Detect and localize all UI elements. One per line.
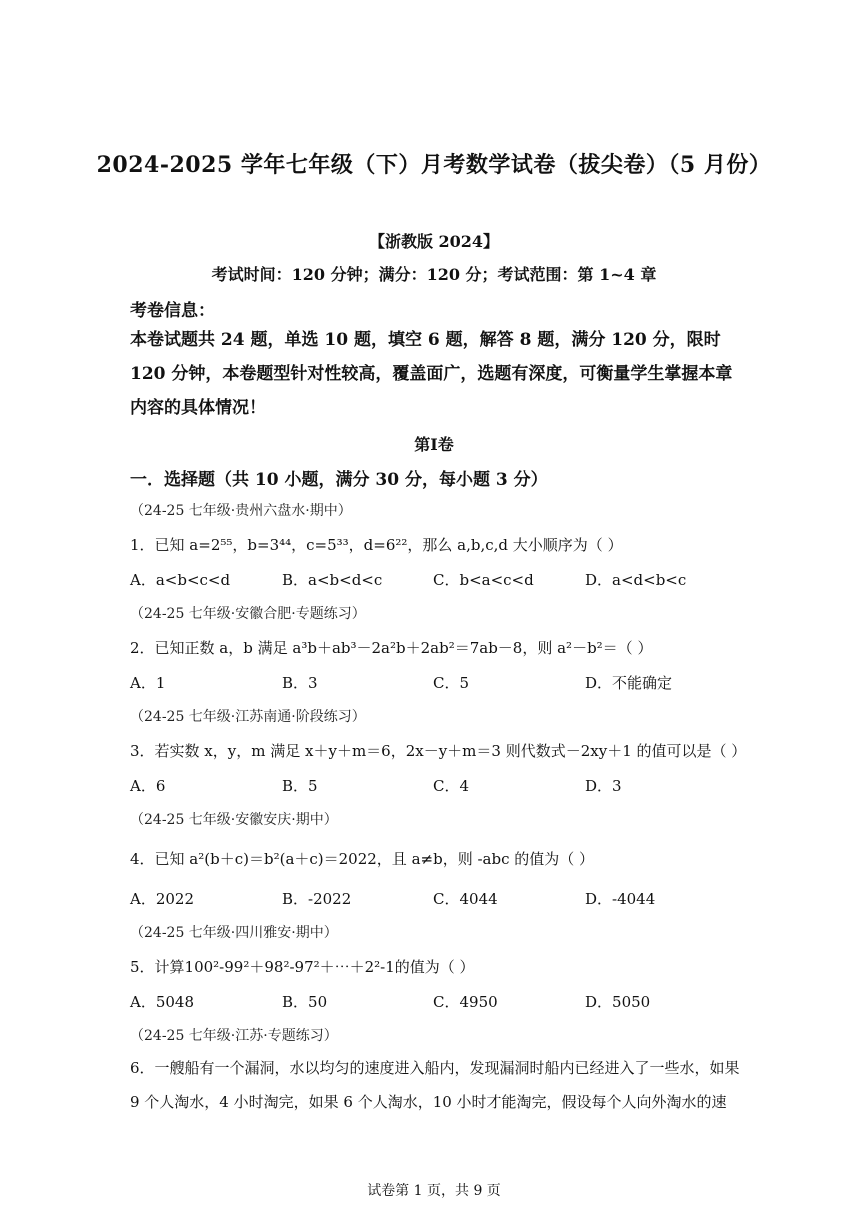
question-source: （24-25 七年级·江苏南通·阶段练习）: [130, 709, 366, 725]
page-footer: 试卷第 1 页，共 9 页: [367, 1183, 501, 1199]
option-d: D．3: [585, 777, 622, 795]
option-b: B．a<b<d<c: [282, 571, 383, 589]
volume-label: 第Ⅰ卷: [414, 435, 454, 454]
exam-description: 本卷试题共 24 题，单选 10 题，填空 6 题，解答 8 题，满分 120 分，限时 120 分钟，本卷题型针对性较高，覆盖面广，选题有深度，可衡量学生掌握本章内容的具体情况！: [130, 330, 733, 418]
option-a: A．1: [130, 674, 166, 692]
question-source: （24-25 七年级·江苏·专题练习）: [130, 1028, 338, 1044]
exam-title: 2024-2025 学年七年级（下）月考数学试卷（拔尖卷）（5 月份）: [96, 152, 772, 178]
option-a: A．2022: [130, 890, 195, 908]
option-b: B．-2022: [282, 890, 352, 908]
question-source: （24-25 七年级·安徽安庆·期中）: [130, 812, 338, 828]
option-d: D．不能确定: [585, 674, 673, 692]
option-c: C．4044: [433, 890, 498, 908]
info-heading: 考卷信息：: [130, 301, 215, 321]
option-c: C．4: [433, 777, 470, 795]
option-a: A．6: [130, 777, 166, 795]
question-source: （24-25 七年级·贵州六盘水·期中）: [130, 503, 352, 519]
question-stem: 5．计算100²-99²＋98²-97²＋⋯＋2²-1的值为（ ）: [130, 958, 475, 976]
option-b: B．5: [282, 777, 318, 795]
option-c: C．b<a<c<d: [433, 571, 534, 589]
question-stem: 6．一艘船有一个漏洞，水以均匀的速度进入船内，发现漏洞时船内已经进入了一些水，如果 9 个人淘水，4 小时淘完，如果 6 个人淘水，10 小时才能淘完，假设每个人向外淘水的速: [130, 1059, 740, 1111]
option-b: B．50: [282, 993, 328, 1011]
option-d: D．-4044: [585, 890, 656, 908]
option-d: D．5050: [585, 993, 651, 1011]
exam-info-line: 考试时间：120 分钟；满分：120 分；考试范围：第 1~4 章: [211, 265, 657, 284]
question-stem: 3．若实数 x，y，m 满足 x＋y＋m＝6，2x－y＋m＝3 则代数式－2xy＋1 的值可以是（ ）: [130, 742, 747, 760]
option-a: A．a<b<c<d: [130, 571, 231, 589]
option-d: D．a<d<b<c: [585, 571, 687, 589]
question-source: （24-25 七年级·四川雅安·期中）: [130, 925, 338, 941]
edition-label: 【浙教版 2024】: [368, 232, 500, 251]
question-stem: 4．已知 a²(b＋c)＝b²(a＋c)＝2022，且 a≠b，则 -abc 的值为（ ）: [130, 850, 595, 868]
option-a: A．5048: [130, 993, 195, 1011]
question-stem: 1．已知 a=2⁵⁵，b=3⁴⁴，c=5³³，d=6²²，那么 a,b,c,d 大小顺序为（ ）: [130, 536, 623, 554]
question-stem: 2．已知正数 a，b 满足 a³b＋ab³－2a²b＋2ab²＝7ab－8，则 a²－b²＝（ ）: [130, 639, 653, 657]
option-c: C．4950: [433, 993, 498, 1011]
option-c: C．5: [433, 674, 470, 692]
option-b: B．3: [282, 674, 318, 692]
section-heading: 一．选择题（共 10 小题，满分 30 分，每小题 3 分）: [130, 470, 548, 490]
question-source: （24-25 七年级·安徽合肥·专题练习）: [130, 606, 366, 622]
